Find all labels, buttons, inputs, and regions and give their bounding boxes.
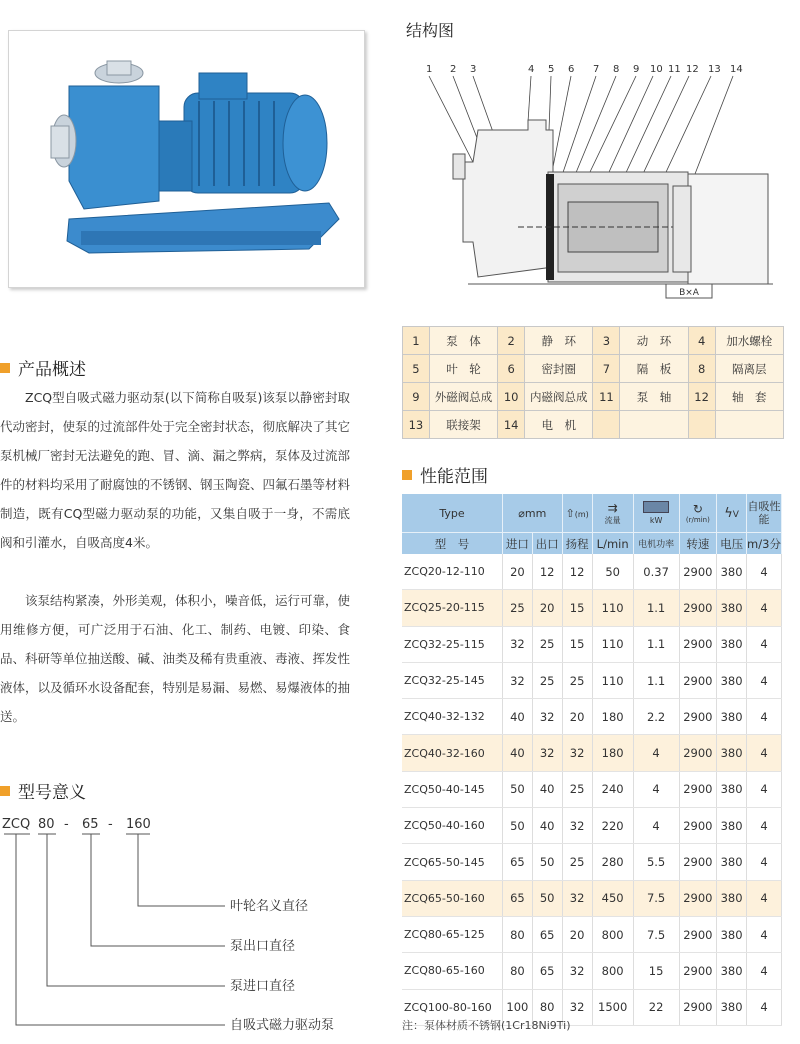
model-cell: ZCQ40-32-132 [402, 699, 503, 735]
part-number: 1 [403, 327, 430, 355]
value-cell: 20 [503, 554, 533, 590]
value-cell: 0.37 [633, 554, 679, 590]
rotation-icon: ↻ [692, 502, 703, 516]
value-cell: 50 [592, 554, 633, 590]
model-cell: ZCQ20-12-110 [402, 554, 503, 590]
model-cell: ZCQ100-80-160 [402, 989, 503, 1025]
value-cell: 4 [747, 662, 782, 698]
column-header: m/3分 [747, 533, 782, 555]
part-number: 13 [403, 411, 430, 439]
value-cell: 1.1 [633, 662, 679, 698]
value-cell: 80 [532, 989, 562, 1025]
value-cell: 25 [562, 771, 592, 807]
value-cell: 280 [592, 844, 633, 880]
header-head: ⇧(m) [562, 494, 592, 533]
overview-paragraph-1: ZCQ型自吸式磁力驱动泵(以下简称自吸泵)该泵以静密封取代动密封，使泵的过流部件处于完全密封状态，彻底解决了其它泵机械厂密封无法避免的跑、冒、滴、漏之弊病，泵体及过流部件的材料均采用了耐腐蚀的不锈钢、钢玉陶瓷、四氟石墨等材料制造，既有CQ型磁力驱动泵的功能，又集自吸于一身，不需底阀和引灌水，自吸高度4米。 [0, 390, 351, 550]
value-cell: 2900 [679, 590, 717, 626]
value-cell: 2900 [679, 699, 717, 735]
code-impeller: 160 [126, 817, 151, 832]
value-cell: 32 [562, 808, 592, 844]
model-cell: ZCQ32-25-145 [402, 662, 503, 698]
value-cell: 4 [747, 916, 782, 952]
model-diagram [0, 810, 380, 1040]
bullet-square [0, 786, 10, 796]
value-cell: 20 [532, 590, 562, 626]
value-cell: 380 [717, 880, 747, 916]
parts-row [403, 383, 784, 411]
callout-number: 1 [426, 64, 433, 75]
table-row [402, 880, 782, 916]
callout-number: 5 [548, 64, 555, 75]
value-cell: 2900 [679, 880, 717, 916]
part-name: 泵 体 [429, 327, 497, 355]
value-cell: 25 [503, 590, 533, 626]
table-row [402, 735, 782, 771]
material-note: 注：泵体材质不锈钢(1Cr18Ni9Ti) [402, 1019, 571, 1032]
product-photo [8, 30, 365, 288]
part-name: 电 机 [525, 411, 593, 439]
value-cell: 180 [592, 699, 633, 735]
callout-number: 14 [730, 64, 743, 75]
parts-row [403, 327, 784, 355]
value-cell: 1.1 [633, 590, 679, 626]
overview-title: 产品概述 [18, 360, 86, 380]
value-cell: 380 [717, 916, 747, 952]
callout-number: 4 [528, 64, 535, 75]
head-arrow-icon: ⇧ [565, 506, 575, 520]
callout-number: 13 [708, 64, 721, 75]
value-cell: 4 [633, 808, 679, 844]
value-cell: 380 [717, 808, 747, 844]
part-number: 11 [593, 383, 620, 411]
value-cell: 50 [503, 771, 533, 807]
value-cell: 110 [592, 590, 633, 626]
callout-number: 6 [568, 64, 575, 75]
value-cell: 7.5 [633, 880, 679, 916]
model-cell: ZCQ32-25-115 [402, 626, 503, 662]
code-series: ZCQ [2, 817, 31, 832]
value-cell: 2900 [679, 989, 717, 1025]
label-outlet-diameter: 泵出口直径 [230, 939, 296, 954]
parts-table [402, 326, 784, 439]
table-row [402, 916, 782, 952]
motor-icon [643, 501, 669, 513]
value-cell: 50 [532, 880, 562, 916]
value-cell: 380 [717, 953, 747, 989]
header-power: kW [633, 494, 679, 533]
column-header: 型 号 [402, 533, 503, 555]
header-diameter: ⌀mm [503, 494, 563, 533]
value-cell: 12 [562, 554, 592, 590]
value-cell: 32 [503, 626, 533, 662]
table-row [402, 699, 782, 735]
value-cell: 40 [503, 735, 533, 771]
lightning-icon: ϟ [724, 505, 733, 521]
label-pump-type: 自吸式磁力驱动泵 [230, 1018, 335, 1033]
part-number: 4 [688, 327, 715, 355]
table-row [402, 662, 782, 698]
part-name: 联接架 [429, 411, 497, 439]
value-cell: 25 [532, 662, 562, 698]
value-cell: 110 [592, 662, 633, 698]
part-number: 7 [593, 355, 620, 383]
value-cell: 80 [503, 953, 533, 989]
value-cell: 40 [503, 699, 533, 735]
part-name: 外磁阀总成 [429, 383, 497, 411]
table-row [402, 808, 782, 844]
value-cell: 65 [532, 916, 562, 952]
bullet-square [402, 470, 412, 480]
part-name: 动 环 [620, 327, 688, 355]
value-cell: 4 [747, 590, 782, 626]
value-cell: 240 [592, 771, 633, 807]
value-cell: 380 [717, 626, 747, 662]
part-number [688, 411, 715, 439]
value-cell: 32 [562, 953, 592, 989]
code-dash-1: - [64, 817, 69, 832]
callout-number: 11 [668, 64, 681, 75]
callout-number: 2 [450, 64, 457, 75]
value-cell: 380 [717, 771, 747, 807]
value-cell: 4 [747, 808, 782, 844]
part-name: 加水螺栓 [715, 327, 783, 355]
value-cell: 2900 [679, 662, 717, 698]
structure-title: 结构图 [406, 21, 455, 40]
part-number: 14 [498, 411, 525, 439]
flow-icon: ⇉ [607, 500, 618, 515]
value-cell: 380 [717, 699, 747, 735]
model-cell: ZCQ65-50-145 [402, 844, 503, 880]
value-cell: 32 [532, 735, 562, 771]
header-flow: ⇉ 流量 [592, 494, 633, 533]
value-cell: 110 [592, 626, 633, 662]
model-cell: ZCQ50-40-160 [402, 808, 503, 844]
code-inlet: 80 [38, 817, 55, 832]
value-cell: 2900 [679, 844, 717, 880]
header-speed: ↻ (r/min) [679, 494, 717, 533]
value-cell: 220 [592, 808, 633, 844]
column-header: 进口 [503, 533, 533, 555]
value-cell: 25 [562, 844, 592, 880]
value-cell: 20 [562, 699, 592, 735]
model-cell: ZCQ25-20-115 [402, 590, 503, 626]
callout-number: 10 [650, 64, 663, 75]
part-number: 8 [688, 355, 715, 383]
header-voltage: ϟV [717, 494, 747, 533]
value-cell: 4 [747, 699, 782, 735]
value-cell: 15 [562, 590, 592, 626]
value-cell: 32 [562, 735, 592, 771]
callout-number: 7 [593, 64, 600, 75]
part-name: 叶 轮 [429, 355, 497, 383]
part-number: 3 [593, 327, 620, 355]
diameter-icon: ⌀ [518, 506, 525, 520]
model-cell: ZCQ50-40-145 [402, 771, 503, 807]
value-cell: 7.5 [633, 916, 679, 952]
model-cell: ZCQ80-65-160 [402, 953, 503, 989]
value-cell: 1500 [592, 989, 633, 1025]
value-cell: 2900 [679, 771, 717, 807]
structure-diagram [418, 62, 778, 302]
performance-heading [402, 462, 488, 487]
value-cell: 50 [532, 844, 562, 880]
parts-row [403, 411, 784, 439]
value-cell: 4 [633, 771, 679, 807]
column-header: L/min [592, 533, 633, 555]
value-cell: 800 [592, 916, 633, 952]
callout-leader [528, 76, 531, 122]
part-name: 内磁阀总成 [525, 383, 593, 411]
dimension-label: B×A [679, 288, 699, 298]
value-cell: 380 [717, 844, 747, 880]
part-name: 轴 套 [715, 383, 783, 411]
value-cell: 2900 [679, 626, 717, 662]
model-heading [0, 778, 86, 803]
part-number [593, 411, 620, 439]
part-number: 10 [498, 383, 525, 411]
value-cell: 32 [562, 989, 592, 1025]
value-cell: 4 [747, 844, 782, 880]
part-name: 隔 板 [620, 355, 688, 383]
value-cell: 22 [633, 989, 679, 1025]
value-cell: 4 [747, 735, 782, 771]
callout-number: 12 [686, 64, 699, 75]
value-cell: 4 [747, 771, 782, 807]
label-impeller-diameter: 叶轮名义直径 [230, 899, 309, 914]
value-cell: 20 [562, 916, 592, 952]
value-cell: 4 [747, 626, 782, 662]
value-cell: 32 [562, 880, 592, 916]
table-row [402, 590, 782, 626]
overview-text [0, 383, 350, 731]
code-outlet: 65 [82, 817, 99, 832]
part-number: 9 [403, 383, 430, 411]
table-row [402, 771, 782, 807]
value-cell: 50 [503, 808, 533, 844]
value-cell: 380 [717, 590, 747, 626]
value-cell: 32 [532, 699, 562, 735]
column-header: 电机功率 [633, 533, 679, 555]
value-cell: 80 [503, 916, 533, 952]
value-cell: 450 [592, 880, 633, 916]
table-row [402, 626, 782, 662]
part-number: 5 [403, 355, 430, 383]
header-type: Type [402, 494, 503, 533]
column-header: 扬程 [562, 533, 592, 555]
value-cell: 380 [717, 554, 747, 590]
header-self-priming: 自吸性能 [747, 494, 782, 533]
value-cell: 4 [747, 953, 782, 989]
value-cell: 100 [503, 989, 533, 1025]
value-cell: 2900 [679, 916, 717, 952]
value-cell: 25 [532, 626, 562, 662]
value-cell: 380 [717, 735, 747, 771]
value-cell: 65 [503, 880, 533, 916]
label-inlet-diameter: 泵进口直径 [230, 979, 296, 994]
code-dash-2: - [108, 817, 113, 832]
model-title: 型号意义 [18, 783, 86, 803]
callout-number: 8 [613, 64, 620, 75]
value-cell: 2900 [679, 808, 717, 844]
model-cell: ZCQ80-65-125 [402, 916, 503, 952]
part-name [715, 411, 783, 439]
part-name: 静 环 [525, 327, 593, 355]
pump-image [9, 31, 364, 287]
value-cell: 2900 [679, 554, 717, 590]
part-number: 2 [498, 327, 525, 355]
value-cell: 5.5 [633, 844, 679, 880]
part-name: 密封圈 [525, 355, 593, 383]
callout-number: 9 [633, 64, 640, 75]
value-cell: 4 [633, 735, 679, 771]
value-cell: 12 [532, 554, 562, 590]
value-cell: 15 [633, 953, 679, 989]
table-row [402, 953, 782, 989]
parts-row [403, 355, 784, 383]
overview-heading [0, 355, 86, 380]
part-name [620, 411, 688, 439]
table-row [402, 554, 782, 590]
value-cell: 65 [532, 953, 562, 989]
value-cell: 1.1 [633, 626, 679, 662]
overview-paragraph-2: 该泵结构紧凑，外形美观，体积小，噪音低，运行可靠，使用维修方便，可广泛用于石油、化工、制药、电镀、印染、食品、科研等单位抽送酸、碱、油类及稀有贵重液、毒液、挥发性液体，以及循环水设备配套，特别是易漏、易燃、易爆液体的抽送。 [0, 593, 351, 724]
bullet-square [0, 363, 10, 373]
value-cell: 2900 [679, 953, 717, 989]
value-cell: 2.2 [633, 699, 679, 735]
part-number: 6 [498, 355, 525, 383]
value-cell: 65 [503, 844, 533, 880]
value-cell: 4 [747, 880, 782, 916]
model-cell: ZCQ40-32-160 [402, 735, 503, 771]
value-cell: 4 [747, 989, 782, 1025]
table-row [402, 844, 782, 880]
value-cell: 2900 [679, 735, 717, 771]
value-cell: 4 [747, 554, 782, 590]
value-cell: 380 [717, 989, 747, 1025]
performance-table [402, 494, 782, 1026]
performance-title: 性能范围 [420, 467, 488, 487]
value-cell: 15 [562, 626, 592, 662]
value-cell: 40 [532, 808, 562, 844]
value-cell: 25 [562, 662, 592, 698]
column-header: 电压 [717, 533, 747, 555]
part-name: 隔离层 [715, 355, 783, 383]
column-header: 出口 [532, 533, 562, 555]
part-number: 12 [688, 383, 715, 411]
value-cell: 32 [503, 662, 533, 698]
value-cell: 800 [592, 953, 633, 989]
column-header: 转速 [679, 533, 717, 555]
part-name: 泵 轴 [620, 383, 688, 411]
value-cell: 180 [592, 735, 633, 771]
callout-number: 3 [470, 64, 477, 75]
model-cell: ZCQ65-50-160 [402, 880, 503, 916]
value-cell: 380 [717, 662, 747, 698]
value-cell: 40 [532, 771, 562, 807]
